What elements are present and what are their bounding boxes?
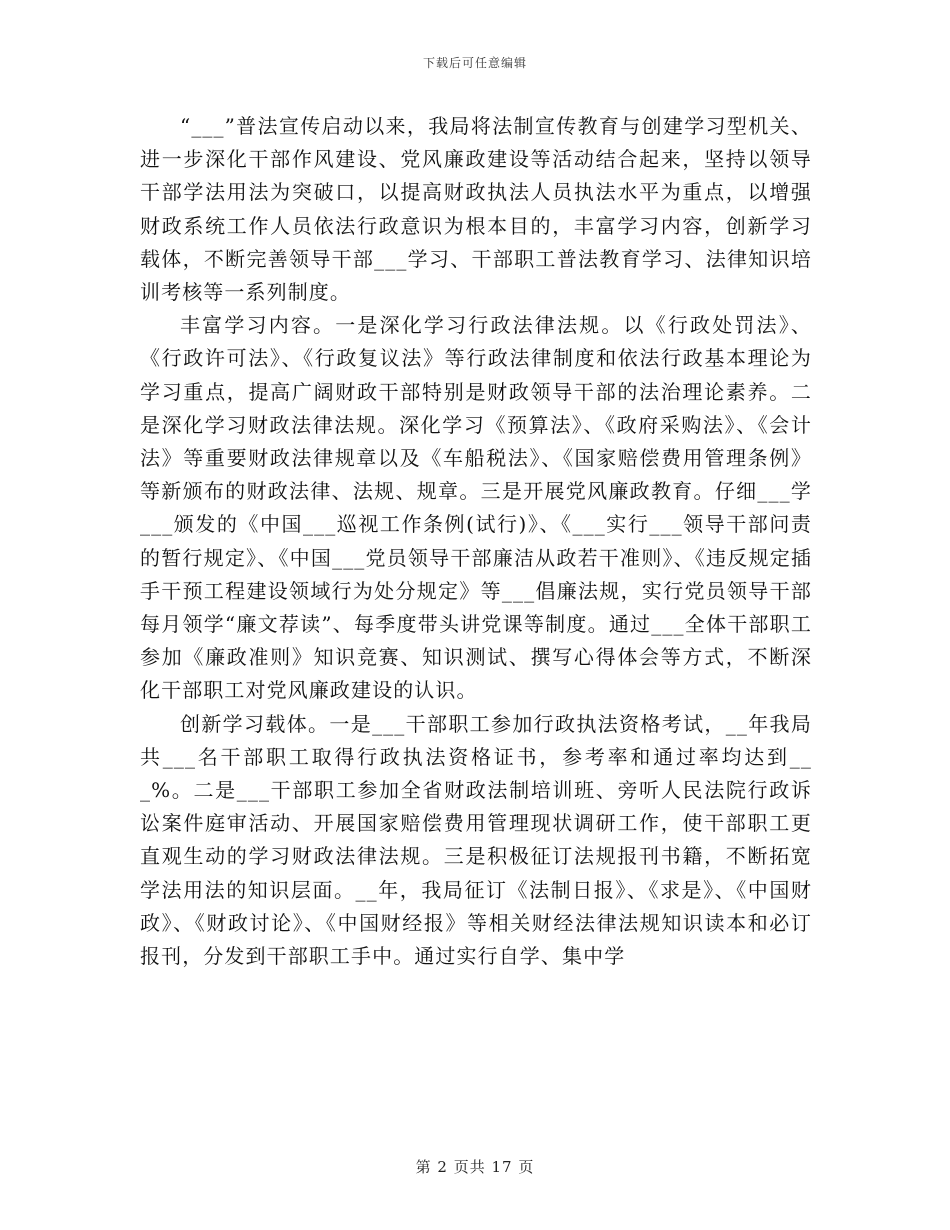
paragraph-intro: “___”普法宣传启动以来，我局将法制宣传教育与创建学习型机关、进一步深化干部作风建设、党风廉政建设等活动结合起来，坚持以领导干部学法用法为突破口，以提高财政执法人员执法水平为重点，以增强财政系统工作人员依法行政意识为根本目的，丰富学习内容，创新学习载体，不断完善领导干部___学习、干部职工普法教育学习、法律知识培训考核等一系列制度。 [140,114,812,305]
document-body [140,110,812,973]
page-number: 第 2 页共 17 页 [415,1158,535,1176]
paragraph-enrich-content: 丰富学习内容。一是深化学习行政法律法规。以《行政处罚法》、《行政许可法》、《行政复议法》等行政法律制度和依法行政基本理论为学习重点，提高广阔财政干部特别是财政领导干部的法治理论素养。二是深化学习财政法律法规。深化学习《预算法》、《政府采购法》、《会计法》等重要财政法律规章以及《车船税法》、《国家赔偿费用管理条例》等新颁布的财政法律、法规、规章。三是开展党风廉政教育。仔细___学___颁发的《中国___巡视工作条例(试行)》、《___实行___领导干部问责的暂行规定》、《中国___党员领导干部廉洁从政若干准则》、《违反规定插手干预工程建设领域行为处分规定》等___倡廉法规，实行党员领导干部每月领学“廉文荐读”、每季度带头讲党课等制度。通过___全体干部职工参加《廉政准则》知识竞赛、知识测试、撰写心得体会等方式，不断深化干部职工对党风廉政建设的认识。 [140,313,812,703]
paragraph-innovate-carrier: 创新学习载体。一是___干部职工参加行政执法资格考试，__年我局共___名干部职工取得行政执法资格证书，参考率和通过率均达到___%。二是___干部职工参加全省财政法制培训班、旁听人民法院行政诉讼案件庭审活动、开展国家赔偿费用管理现状调研工作，使干部职工更直观生动的学习财政法律法规。三是积极征订法规报刊书籍，不断拓宽学法用法的知识层面。__年，我局征订《法制日报》、《求是》、《中国财政》、《财政讨论》、《中国财经报》等相关财经法律法规知识读本和必订报刊，分发到干部职工手中。通过实行自学、集中学 [140,711,812,969]
page-header-note: 下载后可任意编辑 [422,56,527,70]
